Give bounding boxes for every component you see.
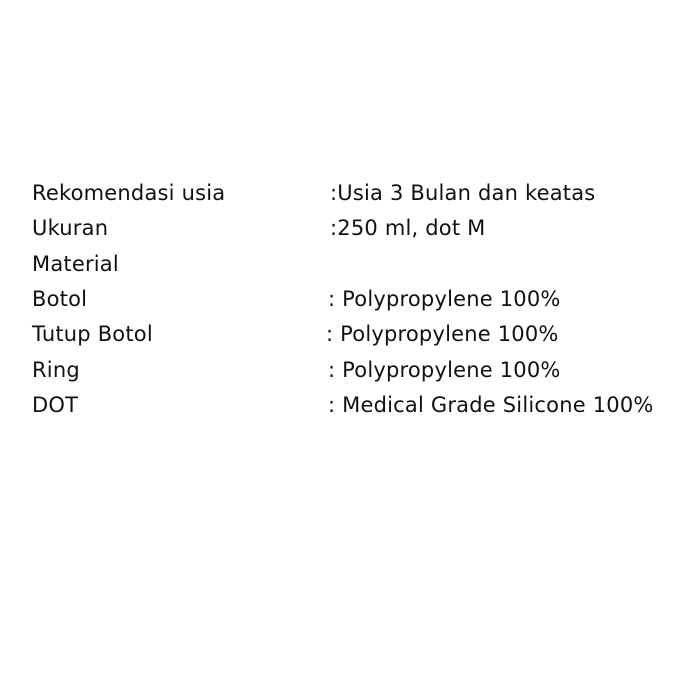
spec-value-ring: : Polypropylene 100%: [328, 358, 561, 382]
spec-value-nipple: : Medical Grade Silicone 100%: [328, 393, 654, 417]
spec-value-bottle: : Polypropylene 100%: [328, 287, 561, 311]
spec-label-bottle: Botol: [32, 287, 88, 311]
spec-label-material: Material: [32, 252, 119, 276]
spec-label-ring: Ring: [32, 358, 80, 382]
spec-label-size: Ukuran: [32, 216, 109, 240]
spec-value-size: :250 ml, dot M: [330, 216, 486, 240]
spec-value-bottle-cap: : Polypropylene 100%: [326, 322, 559, 346]
spec-label-bottle-cap: Tutup Botol: [32, 322, 153, 346]
spec-value-age: :Usia 3 Bulan dan keatas: [330, 181, 596, 205]
spec-label-age: Rekomendasi usia: [32, 181, 226, 205]
spec-label-nipple: DOT: [32, 393, 79, 417]
